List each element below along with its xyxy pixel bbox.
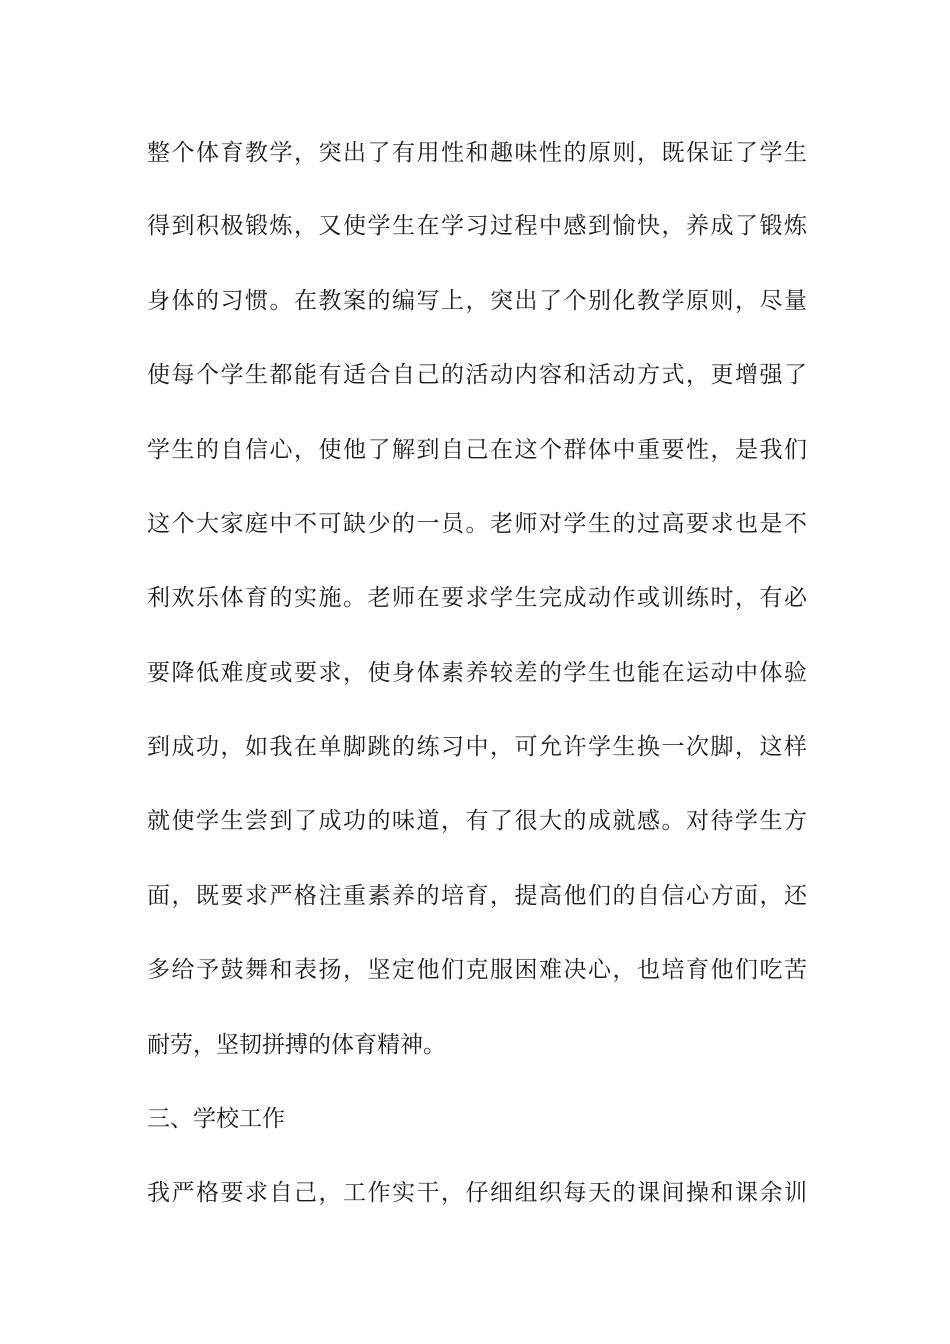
paragraph-line-13: 耐劳，坚韧拼搏的体育精神。: [147, 1032, 446, 1058]
paragraph-line-2: 得到积极锻炼，又使学生在学习过程中感到愉快，养成了锻炼: [147, 213, 807, 239]
paragraph-line-1: 整个体育教学，突出了有用性和趣味性的原则，既保证了学生: [147, 140, 807, 166]
paragraph-line-14: 我严格要求自己，工作实干，仔细组织每天的课间操和课余训: [147, 1180, 807, 1206]
paragraph-line-5: 学生的自信心，使他了解到自己在这个群体中重要性，是我们: [147, 437, 807, 463]
paragraph-line-11: 面，既要求严格注重素养的培育，提高他们的自信心方面，还: [147, 883, 807, 909]
paragraph-line-6: 这个大家庭中不可缺少的一员。老师对学生的过高要求也是不: [147, 511, 807, 537]
paragraph-line-7: 利欢乐体育的实施。老师在要求学生完成动作或训练时，有必: [147, 585, 807, 611]
paragraph-line-12: 多给予鼓舞和表扬，坚定他们克服困难决心，也培育他们吃苦: [147, 957, 807, 983]
paragraph-line-9: 到成功，如我在单脚跳的练习中，可允许学生换一次脚，这样: [147, 734, 807, 760]
section-heading: 三、学校工作: [147, 1106, 285, 1132]
paragraph-line-8: 要降低难度或要求，使身体素养较差的学生也能在运动中体验: [147, 660, 807, 686]
paragraph-line-3: 身体的习惯。在教案的编写上，突出了个别化教学原则，尽量: [147, 288, 807, 314]
paragraph-line-10: 就使学生尝到了成功的味道，有了很大的成就感。对待学生方: [147, 808, 807, 834]
paragraph-line-4: 使每个学生都能有适合自己的活动内容和活动方式，更增强了: [147, 362, 807, 388]
